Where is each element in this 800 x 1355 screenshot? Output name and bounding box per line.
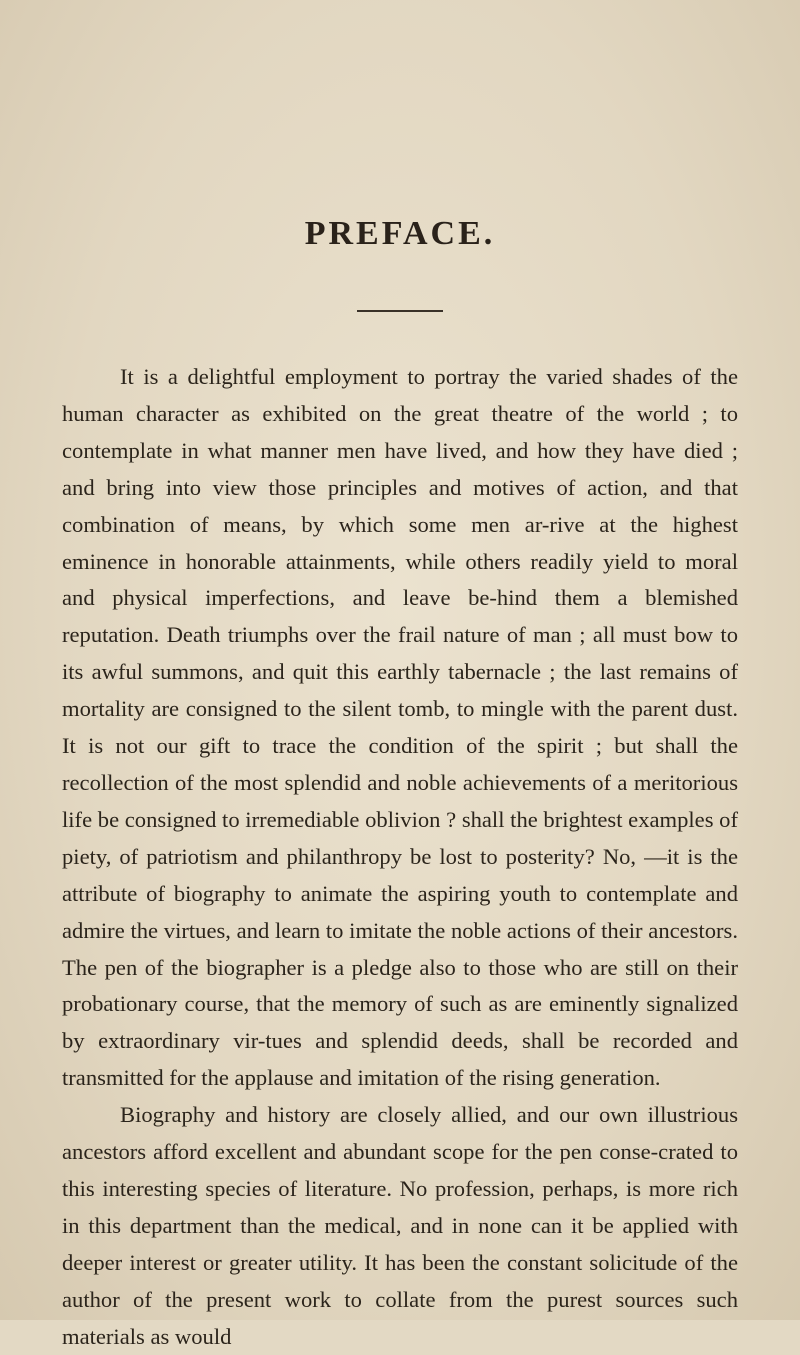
paragraph-2: Biography and history are closely allied, and our own illustrious ancestors afford excellent and abundant scope for the pen conse-crated to this interesting species of literature. No profession, perhaps, is more rich in this department than the medical, and in none can it be applied with deeper interest or greater utility. It has been the constant solicitude of the author of the present work to collate from the purest sources such materials as would [62, 1102, 738, 1349]
title-rule [357, 310, 443, 312]
preface-body [62, 359, 738, 1355]
page-title: PREFACE. [304, 215, 496, 252]
paragraph-1: It is a delightful employment to portray the varied shades of the human character as exhibited on the great theatre of the world ; to contemplate in what manner men have lived, and how they have died ; and bring into view those principles and motives of action, and that combination of means, by which some men ar-rive at the highest eminence in honorable attainments, while others readily yield to moral and physical imperfections, and leave be-hind them a blemished reputation. Death triumphs over the frail nature of man ; all must bow to its awful summons, and quit this earthly tabernacle ; the last remains of mortality are consigned to the silent tomb, to mingle with the parent dust. It is not our gift to trace the condition of the spirit ; but shall the recollection of the most splendid and noble achievements of a meritorious life be consigned to irremediable oblivion ? shall the brightest examples of piety, of patriotism and philanthropy be lost to posterity? No, —it is the attribute of biography to animate the aspiring youth to contemplate and admire the virtues, and learn to imitate the noble actions of their ancestors. The pen of the biographer is a pledge also to those who are still on their probationary course, that the memory of such as are eminently signalized by extraordinary vir-tues and splendid deeds, shall be recorded and transmitted for the applause and imitation of the rising generation. [62, 364, 738, 1091]
